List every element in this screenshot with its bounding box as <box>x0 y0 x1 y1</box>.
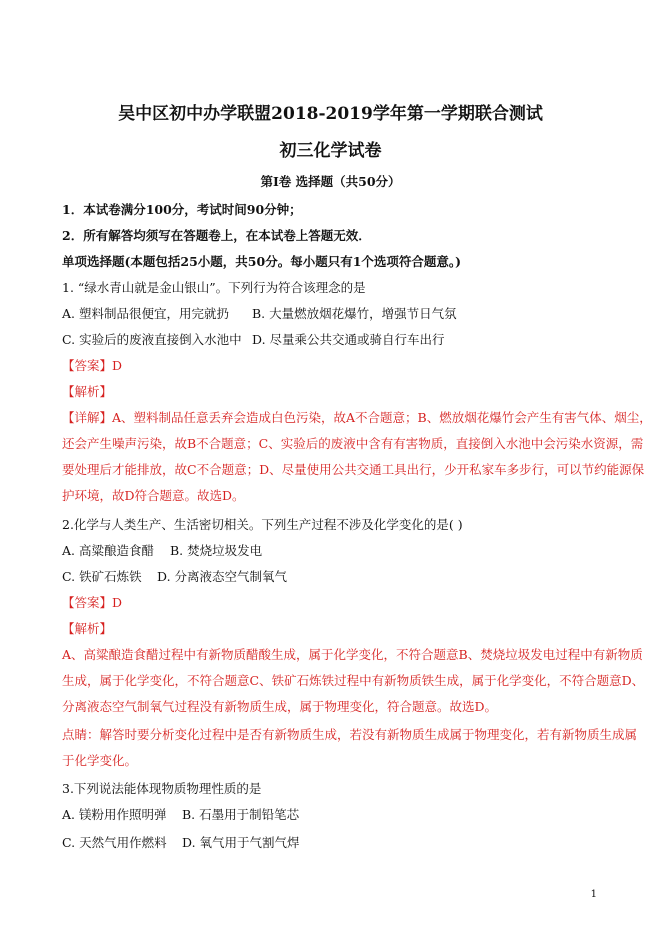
analysis-text: 分离液态空气制氧气过程没有新物质生成，属于物理变化，符合题意。故选D。 <box>62 699 498 714</box>
option-b: B. 大量燃放烟花爆竹，增强节日气氛 <box>252 306 457 321</box>
section-heading: 第I卷 选择题（共50分） <box>260 174 401 189</box>
option-c: C. 实验后的废液直接倒入水池中 <box>62 332 242 347</box>
option-row <box>62 569 287 585</box>
option-a: A. 塑料制品很便宜，用完就扔 <box>62 306 229 321</box>
option-a: A. 镁粉用作照明弹 <box>62 807 167 822</box>
option-row <box>62 332 445 348</box>
page-title: 吴中区初中办学联盟2018-2019学年第一学期联合测试 <box>118 104 543 124</box>
tip-text: 点睛：解答时要分析变化过程中是否有新物质生成，若没有新物质生成属于物理变化，若有新物质生成属 <box>62 727 638 742</box>
analysis-label: 【解析】 <box>62 384 113 399</box>
analysis-text: 要处理后才能排放，故C不合题意；D、尽量使用公共交通工具出行，少开私家车多步行，可以节约能源保 <box>62 462 645 477</box>
option-row <box>62 543 262 559</box>
option-a: A. 高粱酿造食醋 <box>62 543 154 558</box>
analysis-text: 还会产生噪声污染，故B不合题意；C、实验后的废液中含有有害物质，直接倒入水池中会污染水资源，需 <box>62 436 644 451</box>
analysis-text: 生成，属于化学变化，不符合题意C、铁矿石炼铁过程中有新物质铁生成，属于化学变化，不符合题意D、 <box>62 673 645 688</box>
option-b: B. 石墨用于制铅笔芯 <box>182 807 300 822</box>
question-stem: 1. “绿水青山就是金山银山”。下列行为符合该理念的是 <box>62 280 366 295</box>
instruction-line: 1．本试卷满分100分，考试时间90分钟； <box>62 202 302 217</box>
answer-label: 【答案】D <box>62 358 123 373</box>
option-d: D. 氧气用于气割气焊 <box>182 835 300 850</box>
option-b: B. 焚烧垃圾发电 <box>170 543 263 558</box>
option-row <box>62 306 457 322</box>
analysis-label: 【解析】 <box>62 621 113 636</box>
page-subtitle: 初三化学试卷 <box>279 141 382 161</box>
tip-text: 于化学变化。 <box>62 753 138 768</box>
option-d: D. 尽量乘公共交通或骑自行车出行 <box>252 332 445 347</box>
question-stem: 3.下列说法能体现物质物理性质的是 <box>62 781 262 796</box>
option-d: D. 分离液态空气制氧气 <box>157 569 288 584</box>
instruction-line: 2．所有解答均须写在答题卷上，在本试卷上答题无效． <box>62 228 371 243</box>
analysis-text: A、高粱酿造食醋过程中有新物质醋酸生成，属于化学变化，不符合题意B、焚烧垃圾发电过程中有新物质 <box>62 647 643 662</box>
option-c: C. 铁矿石炼铁 <box>62 569 142 584</box>
option-row <box>62 807 299 823</box>
analysis-text: 护环境，故D符合题意。故选D。 <box>62 488 245 503</box>
option-row <box>62 835 300 851</box>
analysis-text: 【详解】A、塑料制品任意丢弃会造成白色污染，故A不合题意；B、燃放烟花爆竹会产生有害气体、烟尘， <box>62 410 652 425</box>
option-c: C. 天然气用作燃料 <box>62 835 167 850</box>
question-stem: 2.化学与人类生产、生活密切相关。下列生产过程不涉及化学变化的是( ) <box>62 517 463 532</box>
page-number: 1 <box>590 889 597 900</box>
answer-label: 【答案】D <box>62 595 123 610</box>
instruction-line: 单项选择题(本题包括25小题，共50分。每小题只有1个选项符合题意。) <box>62 254 462 269</box>
